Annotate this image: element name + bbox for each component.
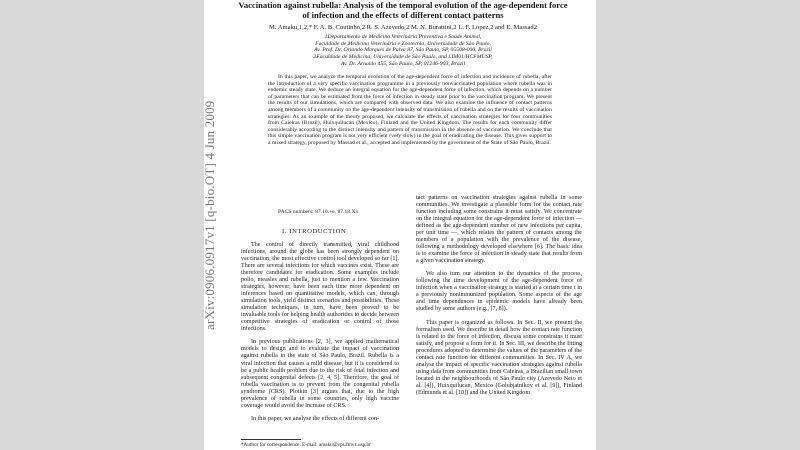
paragraph: The control of directly transmitted, viral childhood infections, around the globe has been strongly dependent on vaccination, the most effective control tool developed so far [1]. There are several infections for which vaccines exist. These are therefore candidates for eradication. Some examples include polio, measles and rubella, just to mention a few. Vaccination strategies, however, have been each time more dependent on inferences based on quantitative models, which can, through simulation tools, yield distinct scenarios and possibilities. These simulation techniques, in turn, have been proved to be invaluable tools for helping health authorities to decide between competitive strategies of eradication or control of those infections.: [241, 242, 399, 333]
affiliations: [250, 34, 556, 68]
author-list: M. Amaku,1,2,* F. A. B. Coutinho,2 R. S. Azevedo,2 M. N. Burattini,2 L. F. Lopez,2 and E. Massad2: [269, 24, 537, 31]
affiliation-line: Av. Dr. Arnaldo 455, São Paulo, SP, 01246-903, Brazil: [340, 60, 466, 67]
affiliation-line: 2Faculdade de Medicina, Universidade de São Paulo, and LIM01/HCFMUSP,: [313, 54, 493, 61]
viewer-background-left: [0, 0, 204, 450]
footnote-rule: [241, 439, 301, 440]
paragraph: This paper is organized as follows. In Sec. II, we present the formalism used. We describe in detail how the contact rate function is related to the force of infection, discuss some constrains it must satisfy, and propose a form for it. In Sec. III, we describe the fitting procedures adopted to determine the values of the parameters of the contact rate function for different communities. In Sec. IV A, we analyse the impact of specific vaccination strategies against rubella using data from communities from Caieiras, a Brazilian small town located in the neighbourhoods of São Paulo city (Azevedo Neto et al. [4]), Huixquilucan, Mexico (Golubjatnikov et al. [9]), Finland (Edmunds et al. [10]) and the United Kingdom: [416, 319, 582, 396]
viewer-background-right: [596, 0, 800, 450]
paragraph: In previous publications [2, 3], we applied mathematical models to design and to evaluate the impact of vaccination against rubella in the state of São Paulo, Brazil. Rubella is a viral infection that causes a mild disease, but it is considered to be a public health problem due to the risk of fetal infection and subsequent congenital defects [2, 4, 5]. Therefore, the goal of rubella vaccination is to prevent from the congenital rubella syndrome (CRS). Plotkin [3] argues that, due to the high prevalence of rubella in some countries, only high vaccine coverage would avoid the increase of CRS.: [241, 339, 399, 409]
affiliation-line: 1Departamento de Medicina Veterinária Preventiva e Saúde Animal,: [324, 34, 482, 40]
body-column-right: [416, 195, 582, 403]
paragraph: In this paper, we analyse the effects of different con-: [251, 415, 380, 422]
section-heading: I. INTRODUCTION: [282, 228, 347, 235]
affiliation-line: Faculdade de Medicina Veterinária e Zootecnia, Universidade de São Paulo,: [315, 40, 491, 47]
paragraph: tact patterns on vaccination strategies against rubella in some communities. We investigate a plausible form for the contact rate function including some constrains it must satisfy. We concentrate on the integral equation for the age-dependent force of infection — defined as the age-dependent number of new infections per capita, per unit time —, which relates the pattern of contacts among the members of a population with the prevalence of the disease, following a methodology developed elsewhere [6]. The basic idea is to examine the force of infection in steady state that results from a given vaccination strategy.: [416, 195, 582, 265]
pacs-numbers: PACS numbers: 87.10.+e, 87.18.Xx: [278, 209, 359, 215]
abstract: In this paper, we analyze the temporal evolution of the age-dependent force of infection and incidence of rubella, after the introduction of a very specific vaccination programme in a previously nonvaccinated population where rubella was in endemic steady state. We deduce an integral equation for the age-dependent force of infection, which depends on a number of parameters that can be estimated from the force of infection in steady state prior to the vaccination program. We present the results of our simulations, which are compared with observed data. We also examine the influence of contact patterns among members of a community on the age-dependent intensity of transmission of rubella and on the results of vaccination strategies. As an example of the theory proposed, we calculate the effects of vaccination strategies for four communities from Caieiras (Brazil), Huixquilucan (Mexico), Finland and the United Kingdom. The results for each community differ considerably according to the distinct intensity and pattern of transmission in the absence of vaccination. We conclude that this simple vaccination program is not very efficient (very slow) in the goal of eradicating the disease. This gives support to a mixed strategy, proposed by Massad et al., accepted and implemented by the government of the State of São Paulo, Brazil.: [268, 74, 552, 146]
body-column-left: [241, 242, 399, 429]
arxiv-identifier: arXiv:0906.0917v1 [q-bio.OT] 4 Jun 2009: [202, 100, 217, 330]
footnote: *Author for correspondence. E-mail: amaku@vps.fmvz.usp.br: [241, 442, 371, 448]
paper-title: Vaccination against rubella: Analysis of the temporal evolution of the age-dependent force of infection and the effects of different contact patterns: [238, 0, 568, 20]
paragraph: We also turn our attention to the dynamics of the process, following the time development of the age-dependent force of infection when a vaccination strategy is started at a certain time t in a previously nonimmunized population. Some aspects of the age and time dependences in epidemic models have already been studied by some authors (e.g., [7, 8]).: [416, 271, 582, 313]
affiliation-line: Av. Prof. Dr. Orlando Marques de Paiva 87, São Paulo, SP, 05508-000, Brazil: [314, 47, 492, 54]
